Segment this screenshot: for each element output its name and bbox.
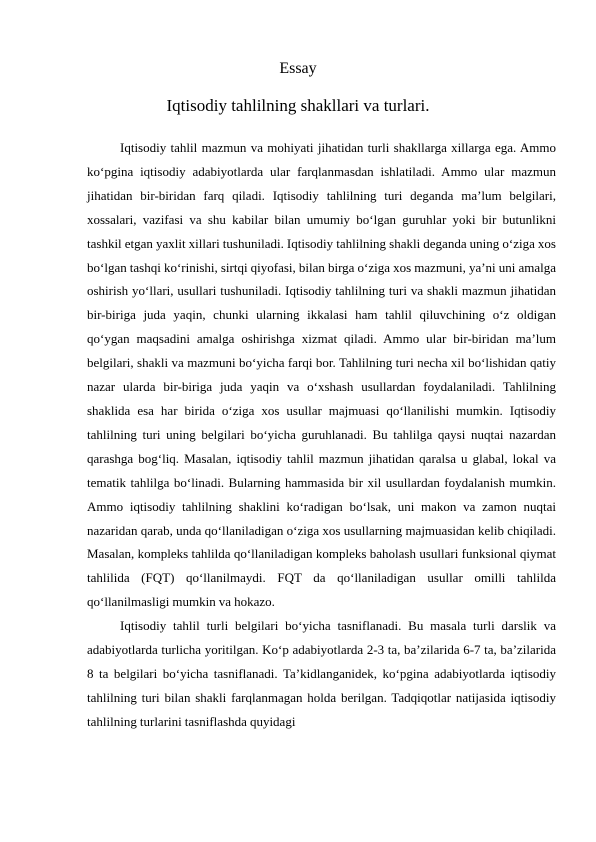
paragraph-2: Iqtisodiy tahlil turli belgilari boʻyicha tasniflanadi. Bu masala turli darslik va adabiyotlarda turlicha yoritilgan. Koʻp adabiyotlarda 2-3 ta, baʼzilarida 6-7 ta, baʼzilarida 8 ta belgilari boʻyicha tasniflanadi. Taʼkidlanganidek, koʻpgina adabiyotlarda iqtisodiy tahlilning turi bilan shakli farqlanmagan holda berilgan. Tadqiqotlar natijasida iqtisodiy tahlilning turlarini tasniflashda quyidagi (87, 618, 556, 729)
essay-label: Essay (279, 60, 317, 77)
document-body (87, 136, 556, 734)
paragraph-1: Iqtisodiy tahlil mazmun va mohiyati jihatidan turli shakllarga xillarga ega. Ammo koʻpgina iqtisodiy adabiyotlarda ular farqlanmasdan ishlatiladi. Ammo ular mazmun jihatidan bir-biridan farq qiladi. Iqtisodiy tahlilning turi deganda maʼlum belgilari, xossalari, vazifasi va shu kabilar bilan umumiy boʻlgan guruhlar yoki bir butunlikni tashkil etgan yaxlit xillari tushuniladi. Iqtisodiy tahlilning shakli deganda uning oʻziga xos boʻlgan tashqi koʻrinishi, sirtqi qiyofasi, bilan birga oʻziga xos mazmuni, yaʼni uni amalga oshirish yoʻllari, usullari tushuniladi. Iqtisodiy tahlilning turi va shakli mazmun jihatidan bir-biriga juda yaqin, chunki ularning ikkalasi ham tahlil qiluvchining oʻz oldigan qoʻygan maqsadini amalga oshirishga xizmat qiladi. Ammo ular bir-biridan maʼlum belgilari, shakli va mazmuni boʻyicha farqi bor. Tahlilning turi necha xil boʻlishidan qatiy nazar ularda bir-biriga juda yaqin va oʻxshash usullardan foydalaniladi. Tahlilning shaklida esa har birida oʻziga xos usullar majmuasi qoʻllanilishi mumkin. Iqtisodiy tahlilning turi uning belgilari boʻyicha guruhlanadi. Bu tahlilga qaysi nuqtai nazardan qarashga bogʻliq. Masalan, iqtisodiy tahlil mazmun jihatidan qaralsa u glabal, lokal va tematik tahlilga boʻlinadi. Bularning hammasida bir xil usullardan foydalanish mumkin. Ammo iqtisodiy tahlilning shaklini koʻradigan boʻlsak, uni makon va zamon nuqtai nazaridan qarab, unda qoʻllaniladigan oʻziga xos usullarning majmuasidan kelib chiqiladi. Masalan, kompleks tahlilda qoʻllaniladigan kompleks baholash usullari funksional qiymat tahlilida (FQT) qoʻllanilmaydi. FQT da qoʻllaniladigan usullar omilli tahlilda qoʻllanilmasligi mumkin va hokazo. (87, 140, 556, 610)
document-title: Iqtisodiy tahlilning shakllari va turlari. (166, 96, 430, 115)
